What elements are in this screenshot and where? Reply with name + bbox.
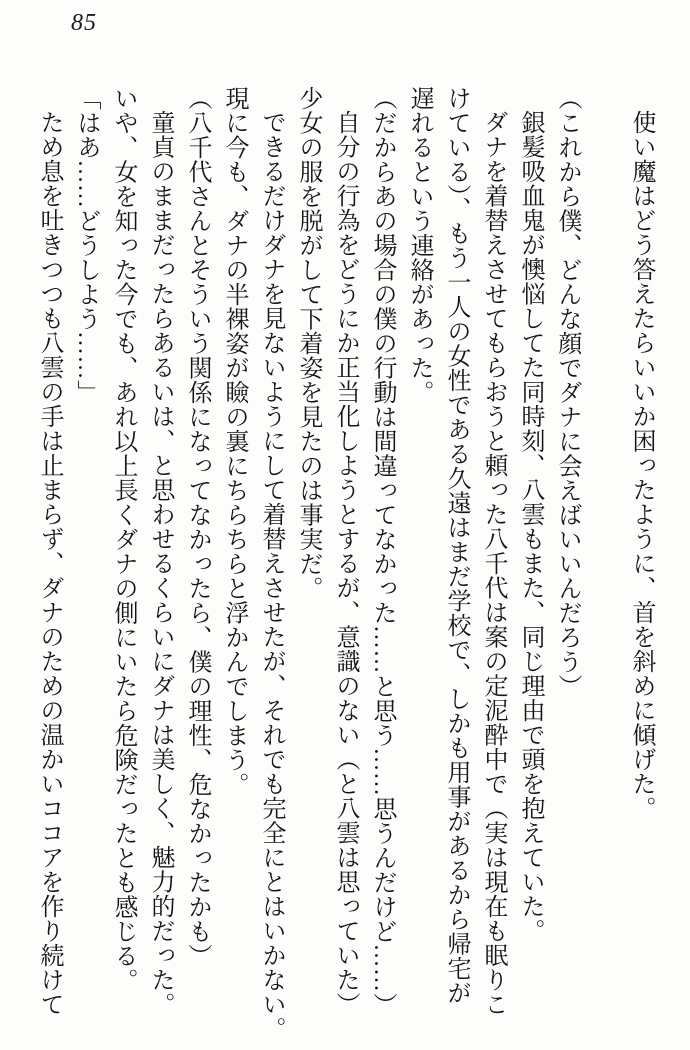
text-column: （八千代さんとそういう関係になってなかったら、僕の理性、危なかったかも） bbox=[184, 86, 210, 968]
text-column: 少女の服を脱がして下着姿を見たのは事実だ。 bbox=[295, 86, 321, 601]
blank-line bbox=[585, 86, 622, 1026]
page-number: 85 bbox=[71, 10, 97, 36]
text-column: 童貞のままだったらあるいは、と思わせるくらいにダナは美しく、魅力的だった。 bbox=[147, 110, 173, 1017]
text-column: 現に今も、ダナの半裸姿が瞼の裏にちらちらと浮かんでしまう。 bbox=[221, 86, 247, 797]
text-column: ため息を吐きつつも八雲の手は止まらず、ダナのための温かいココアを作り続けて bbox=[36, 110, 62, 1017]
dialogue-column: 「はあ……どうしよう……」 bbox=[73, 86, 99, 405]
text-column: 銀髪吸血鬼が懊悩してた同時刻、八雲もまた、同じ理由で頭を抱えていた。 bbox=[517, 110, 543, 943]
text-column: けている）、もう一人の女性である久遠はまだ学校で、しかも用事があるから帰宅が bbox=[443, 86, 469, 1005]
text-column: できるだけダナを見ないようにして着替えさせたが、それでも完全にとはいかない。 bbox=[258, 110, 284, 1041]
text-column: 遅れるという連絡があった。 bbox=[406, 86, 432, 405]
vertical-text-block bbox=[30, 86, 659, 1041]
text-column: （だからあの場合の僕の行動は間違ってなかった……と思う……思うんだけど……） bbox=[369, 86, 395, 1017]
text-column: いや、女を知った今でも、あれ以上長くダナの側にいたら危険だったとも感じる。 bbox=[110, 86, 136, 993]
text-column: （これから僕、どんな顔でダナに会えばいいんだろう） bbox=[554, 86, 580, 699]
text-column: ダナを着替えさせてもらおうと頼った八千代は案の定泥酔中で（実は現在も眠りこ bbox=[480, 110, 506, 1017]
text-column: 使い魔はどう答えたらいいか困ったように、首を斜めに傾げた。 bbox=[628, 110, 654, 821]
text-column: 自分の行為をどうにか正当化しようとするが、意識のない（と八雲は思っていた） bbox=[332, 110, 358, 1017]
